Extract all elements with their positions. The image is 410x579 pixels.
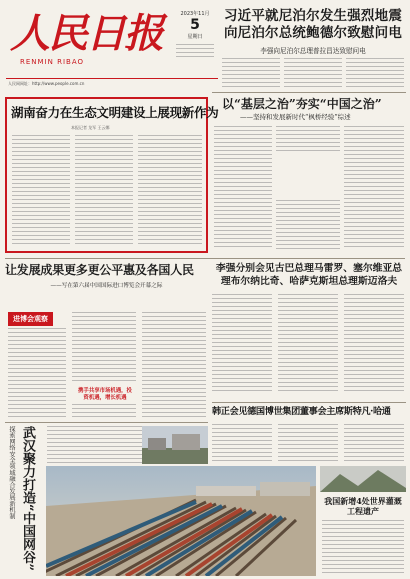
tibet-headline: 我国新增4处世界灌溉工程遗产 [324, 496, 402, 516]
fair-story [5, 263, 208, 307]
railway-photo [46, 466, 316, 576]
fair-subhead: ——写在第六届中国国际进口博览会开幕之际 [50, 283, 163, 289]
wuhan-kicker: 探索网络安全领域融合发展新机制 [8, 426, 15, 519]
date-year-month: 2023年11月 [180, 11, 210, 17]
jiceng-pullquote-box [282, 160, 336, 196]
diplomacy-headline: 李强分别会见古巴总理马雷罗、塞尔维亚总理布尔纳比奇、哈萨克斯坦总理斯迈洛夫 [215, 263, 403, 287]
lead-headline: 习近平就尼泊尔发生强烈地震向尼泊尔总统鲍德尔致慰问电 [223, 8, 403, 41]
jiceng-story [212, 92, 406, 252]
tibet-story [320, 466, 406, 576]
hunan-byline: 本报记者 龙军 王云娜 [71, 125, 110, 130]
date-weekday: 星期日 [187, 34, 203, 40]
wuhan-headline: 武汉聚力打造“中国网谷” [20, 426, 35, 571]
masthead-title: 人民日报 [10, 10, 162, 57]
lead-subhead: 李强向尼泊尔总理普拉昌达致慰问电 [260, 47, 366, 55]
jiceng-headline: 以“基层之治”夯实“中国之治” [222, 97, 382, 111]
date-day: 5 [190, 17, 200, 33]
masthead [6, 6, 220, 90]
date-box [172, 10, 218, 62]
railway-photo-image [46, 466, 316, 576]
masthead-pinyin: RENMIN RIBAO [20, 58, 84, 66]
hunan-headline: 湖南奋力在生态文明建设上展现新作为 [11, 105, 219, 120]
fair-photo-image [142, 426, 208, 464]
column-pull-quote: 携手共享市场机遇，投资机遇，增长机遇 [78, 388, 132, 401]
lead-story [222, 8, 404, 92]
fair-headline: 让发展成果更多更公平惠及各国人民 [5, 263, 194, 277]
jiceng-subhead: ——坚持和发展新时代“枫桥经验”综述 [240, 113, 351, 121]
han-headline: 韩正会见德国博世集团董事会主席斯特凡·哈通 [212, 406, 391, 417]
fair-photo [142, 426, 208, 464]
tibet-photo-image [320, 466, 406, 492]
tibet-photo [320, 466, 406, 492]
masthead-url: 人民网网址：http://www.people.com.cn [8, 81, 85, 86]
hunan-story [5, 97, 219, 253]
column-label: 进博会观察 [8, 312, 53, 326]
han-story [212, 406, 406, 466]
diplomacy-story [212, 262, 406, 398]
